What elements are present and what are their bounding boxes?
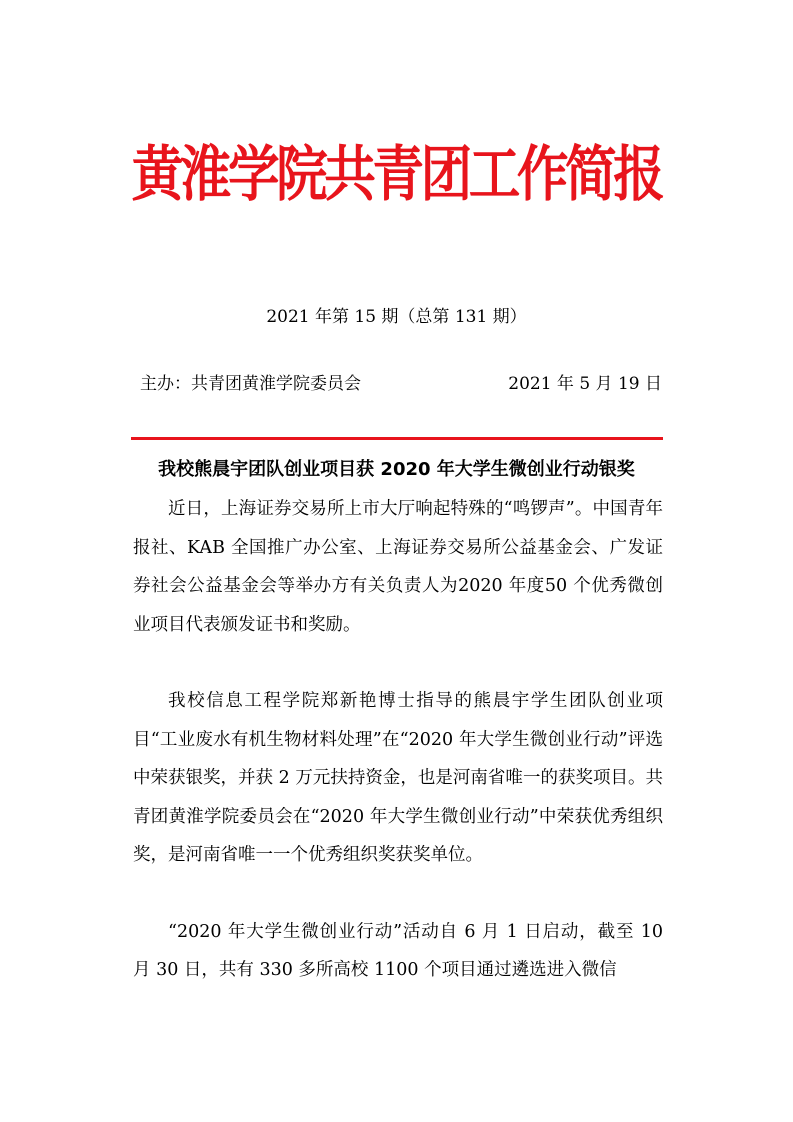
red-divider	[131, 437, 663, 440]
article-paragraph: “2020 年大学生微创业行动”活动自 6 月 1 日启动，截至 10 月 30 日，共有 330 多所高校 1100 个项目通过遴选进入微信	[133, 921, 663, 980]
sponsor-line: 主办：共青团黄淮学院委员会	[140, 374, 361, 394]
article-headline: 我校熊晨宇团队创业项目获 2020 年大学生微创业行动银奖	[158, 459, 635, 480]
masthead-title: 黄淮学院共青团工作简报	[131, 140, 662, 210]
publish-date: 2021 年 5 月 19 日	[508, 374, 662, 394]
article-body	[133, 490, 663, 1028]
article-paragraph: 近日，上海证券交易所上市大厅响起特殊的“鸣锣声”。中国青年报社、KAB 全国推广办公室、上海证券交易所公益基金会、广发证券社会公益基金会等举办方有关负责人为2020 年度50 个优秀微创业项目代表颁发证书和奖励。	[133, 499, 663, 635]
article-paragraph: 我校信息工程学院郑新艳博士指导的熊晨宇学生团队创业项目“工业废水有机生物材料处理”在“2020 年大学生微创业行动”评选中荣获银奖，并获 2 万元扶持资金，也是河南省唯一的获奖项目。共青团黄淮学院委员会在“2020 年大学生微创业行动”中荣获优秀组织奖，是河南省唯一一个优秀组织奖获奖单位。	[133, 691, 663, 865]
issue-number: 2021 年第 15 期（总第 131 期）	[266, 307, 527, 327]
